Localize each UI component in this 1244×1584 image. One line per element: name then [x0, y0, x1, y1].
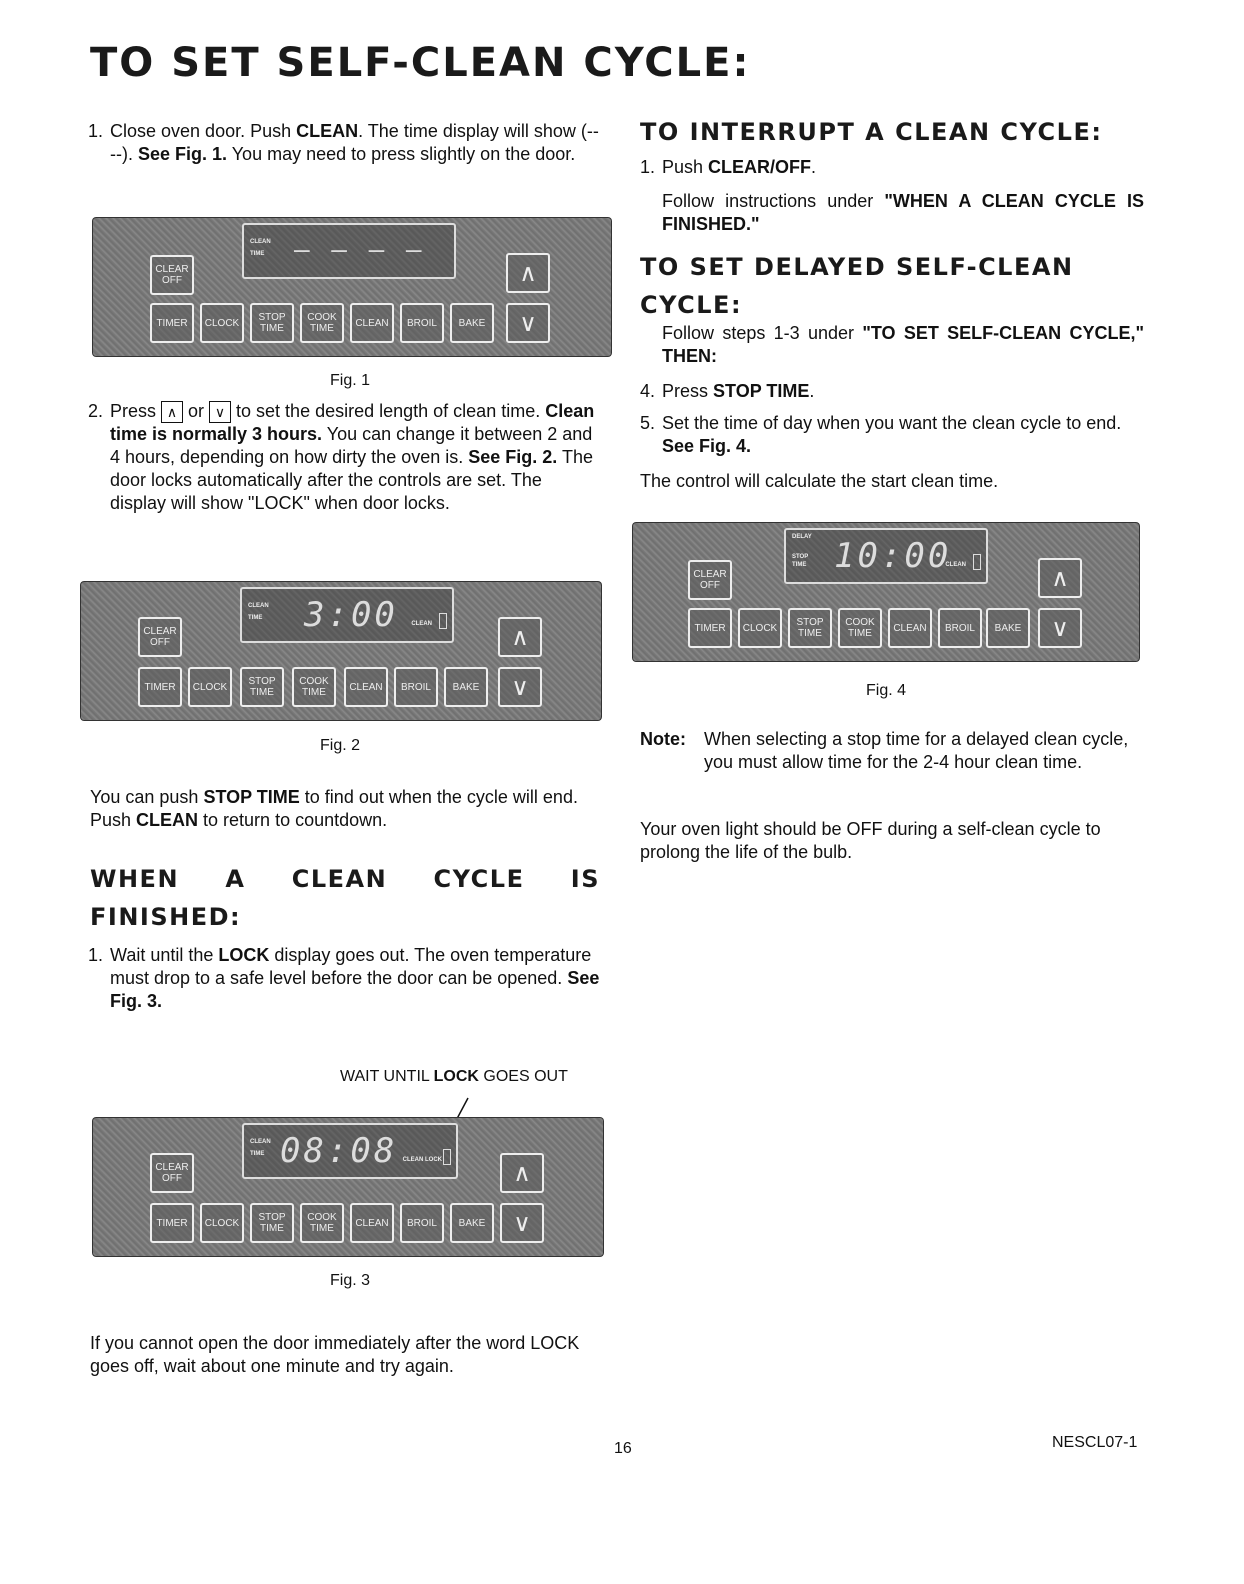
chevron-down-icon[interactable]: ∨ [1038, 608, 1082, 648]
clean-button[interactable]: CLEAN [888, 608, 932, 648]
fig3-caption: Fig. 3 [329, 1272, 370, 1289]
fig3-lock-label: WAIT UNTIL LOCK GOES OUT [340, 1068, 568, 1085]
bake-button[interactable]: BAKE [986, 608, 1030, 648]
clean-button[interactable]: CLEAN [350, 1203, 394, 1243]
cook-time-button[interactable]: COOK TIME [838, 608, 882, 648]
heading-clean-finished: WHEN A CLEAN CYCLE IS FINISHED: [90, 865, 600, 931]
clear-off-button[interactable]: CLEAR OFF [150, 1153, 194, 1193]
clean-button[interactable]: CLEAN [350, 303, 394, 343]
page-title: TO SET SELF-CLEAN CYCLE: [90, 40, 751, 86]
chevron-up-icon: ∧ [161, 401, 183, 423]
chevron-up-icon[interactable]: ∧ [498, 617, 542, 657]
oven-light-paragraph: Your oven light should be OFF during a self-clean cycle to prolong the life of the bulb. [640, 819, 1101, 862]
clear-off-button[interactable]: CLEAR OFF [138, 617, 182, 657]
control-panel-fig1 [92, 217, 612, 357]
chevron-up-icon[interactable]: ∧ [506, 253, 550, 293]
stop-time-button[interactable]: STOP TIME [250, 303, 294, 343]
page-number: 16 [614, 1440, 632, 1457]
time-display: CLEAN TIME – – – – [242, 223, 456, 279]
step-1-close-door: 1. Close oven door. Push CLEAN. The time display will show (----). See Fig. 1. You may need to press slightly on the door. [88, 121, 599, 164]
step-wait-lock: 1. Wait until the LOCK display goes out. The oven temperature must drop to a safe level before the door can be opened. See Fig. 3. [88, 945, 600, 1011]
fig1-caption: Fig. 1 [329, 372, 370, 389]
step-5-set-time: 5. Set the time of day when you want the clean cycle to end. See Fig. 4. [640, 413, 1122, 456]
stop-time-button[interactable]: STOP TIME [250, 1203, 294, 1243]
control-panel-fig3 [92, 1117, 604, 1257]
document-code: NESCL07-1 [1052, 1434, 1138, 1451]
stop-time-button[interactable]: STOP TIME [240, 667, 284, 707]
clear-off-button[interactable]: CLEAR OFF [150, 255, 194, 295]
fig2-caption: Fig. 2 [319, 737, 360, 754]
clear-off-button[interactable]: CLEAR OFF [688, 560, 732, 600]
cook-time-button[interactable]: COOK TIME [300, 303, 344, 343]
chevron-up-icon[interactable]: ∧ [1038, 558, 1082, 598]
chevron-up-icon[interactable]: ∧ [500, 1153, 544, 1193]
cook-time-button[interactable]: COOK TIME [300, 1203, 344, 1243]
clock-button[interactable]: CLOCK [200, 303, 244, 343]
control-panel-fig4 [632, 522, 1140, 662]
chevron-down-icon: ∨ [209, 401, 231, 423]
timer-button[interactable]: TIMER [138, 667, 182, 707]
clock-button[interactable]: CLOCK [200, 1203, 244, 1243]
bake-button[interactable]: BAKE [450, 303, 494, 343]
calc-paragraph: The control will calculate the start clean time. [640, 471, 999, 491]
bake-button[interactable]: BAKE [450, 1203, 494, 1243]
broil-button[interactable]: BROIL [938, 608, 982, 648]
time-display: CLEAN TIME 3:00 CLEAN [240, 587, 454, 643]
heading-interrupt: TO INTERRUPT A CLEAN CYCLE: [640, 118, 1103, 146]
chevron-down-icon[interactable]: ∨ [498, 667, 542, 707]
step-push-clear-off: 1. Push CLEAR/OFF. [640, 157, 817, 177]
timer-button[interactable]: TIMER [688, 608, 732, 648]
step-4-stop-time: 4. Press STOP TIME. [640, 381, 815, 401]
bake-button[interactable]: BAKE [444, 667, 488, 707]
chevron-down-icon[interactable]: ∨ [500, 1203, 544, 1243]
timer-button[interactable]: TIMER [150, 303, 194, 343]
clock-button[interactable]: CLOCK [188, 667, 232, 707]
time-display: CLEAN TIME 08:08 CLEAN LOCK [242, 1123, 458, 1179]
heading-delayed: TO SET DELAYED SELF-CLEAN CYCLE: [640, 253, 1074, 319]
step-2-set-length: 2. Press ∧ or ∨ to set the desired length of clean time. Clean time is normally 3 hours. You can change it between 2 and 4 hours, depending on how dirty the oven is. See Fig. 2. The door locks automatically after the controls are set. The display will show "LOCK" when door locks. [88, 401, 595, 513]
broil-button[interactable]: BROIL [400, 303, 444, 343]
clock-button[interactable]: CLOCK [738, 608, 782, 648]
cook-time-button[interactable]: COOK TIME [292, 667, 336, 707]
fig4-caption: Fig. 4 [865, 682, 906, 699]
time-display: DELAY STOP TIME 10:00 CLEAN [784, 528, 988, 584]
chevron-down-icon[interactable]: ∨ [506, 303, 550, 343]
control-panel-fig2 [80, 581, 602, 721]
broil-button[interactable]: BROIL [394, 667, 438, 707]
broil-button[interactable]: BROIL [400, 1203, 444, 1243]
stop-time-paragraph: You can push STOP TIME to find out when the cycle will end. Push CLEAN to return to countdown. [90, 787, 578, 830]
door-retry-paragraph: If you cannot open the door immediately after the word LOCK goes off, wait about one minute and try again. [90, 1333, 580, 1376]
stop-time-button[interactable]: STOP TIME [788, 608, 832, 648]
note-paragraph: Note: When selecting a stop time for a delayed clean cycle, you must allow time for the 2-4 hour clean time. [640, 729, 1129, 772]
clean-button[interactable]: CLEAN [344, 667, 388, 707]
follow-steps: Follow steps 1-3 under "TO SET SELF-CLEAN CYCLE," THEN: [662, 323, 1145, 366]
follow-instructions: Follow instructions under "WHEN A CLEAN CYCLE IS FINISHED." [662, 191, 1144, 234]
timer-button[interactable]: TIMER [150, 1203, 194, 1243]
